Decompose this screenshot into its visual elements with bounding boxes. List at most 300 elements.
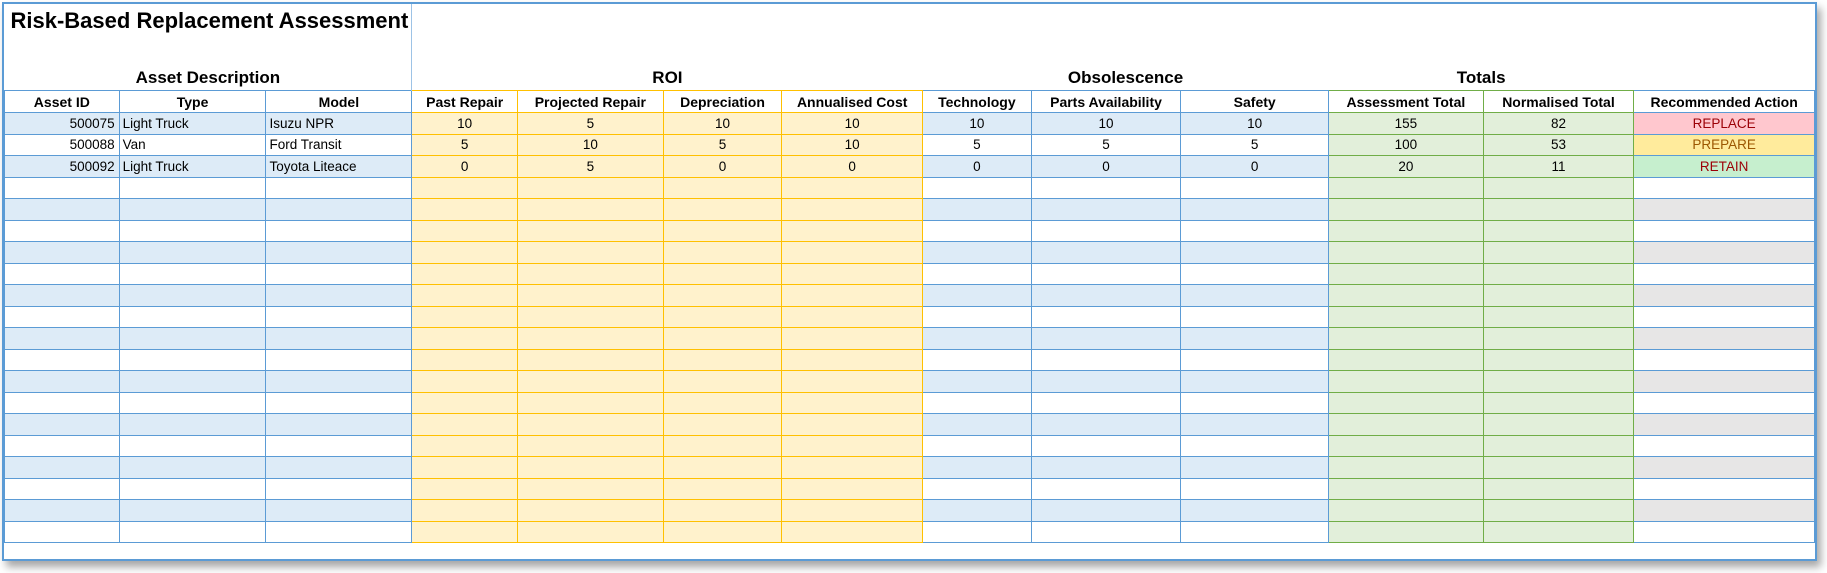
cell-type[interactable]: Light Truck — [119, 113, 266, 135]
cell-model[interactable] — [266, 521, 412, 543]
cell-model[interactable] — [266, 177, 412, 199]
cell-asset-id[interactable] — [5, 328, 120, 350]
cell-safety[interactable]: 5 — [1181, 134, 1329, 156]
cell-type[interactable] — [119, 242, 266, 264]
col-header-annualised-cost[interactable]: Annualised Cost — [782, 91, 923, 113]
cell-annualised-cost[interactable] — [782, 414, 923, 436]
cell-projected-repair[interactable] — [518, 285, 664, 307]
cell-past-repair[interactable] — [412, 435, 518, 457]
cell-depreciation[interactable]: 0 — [663, 156, 782, 178]
cell-projected-repair[interactable] — [518, 220, 664, 242]
cell-technology[interactable] — [923, 285, 1032, 307]
cell-model[interactable] — [266, 199, 412, 221]
cell-technology[interactable] — [923, 349, 1032, 371]
cell-asset-id[interactable]: 500092 — [5, 156, 120, 178]
cell-recommended-action[interactable] — [1634, 414, 1815, 436]
cell-projected-repair[interactable] — [518, 414, 664, 436]
cell-recommended-action[interactable] — [1634, 435, 1815, 457]
cell-recommended-action[interactable] — [1634, 242, 1815, 264]
cell-asset-id[interactable] — [5, 435, 120, 457]
cell-depreciation[interactable] — [663, 285, 782, 307]
cell-safety[interactable] — [1181, 328, 1329, 350]
group-spacer — [1634, 68, 1815, 91]
cell-parts-availability[interactable] — [1031, 435, 1181, 457]
cell-normalised-total[interactable] — [1483, 177, 1634, 199]
cell-type[interactable] — [119, 457, 266, 479]
cell-safety[interactable] — [1181, 349, 1329, 371]
cell-assessment-total[interactable] — [1329, 500, 1484, 522]
empty-row — [5, 328, 1815, 350]
cell-annualised-cost[interactable] — [782, 285, 923, 307]
cell-safety[interactable] — [1181, 414, 1329, 436]
table-row — [5, 113, 1815, 135]
cell-past-repair[interactable] — [412, 521, 518, 543]
group-obsolescence: Obsolescence — [1067, 68, 1184, 87]
empty-row — [5, 349, 1815, 371]
cell-past-repair[interactable] — [412, 478, 518, 500]
cell-safety[interactable] — [1181, 242, 1329, 264]
cell-past-repair[interactable] — [412, 328, 518, 350]
empty-row — [5, 435, 1815, 457]
cell-projected-repair[interactable] — [518, 306, 664, 328]
cell-projected-repair[interactable] — [518, 242, 664, 264]
cell-annualised-cost[interactable] — [782, 521, 923, 543]
cell-safety[interactable] — [1181, 478, 1329, 500]
cell-assessment-total[interactable]: 155 — [1329, 113, 1484, 135]
cell-annualised-cost[interactable] — [782, 306, 923, 328]
cell-normalised-total[interactable] — [1483, 306, 1634, 328]
cell-past-repair[interactable] — [412, 414, 518, 436]
cell-assessment-total[interactable] — [1329, 414, 1484, 436]
cell-projected-repair[interactable] — [518, 177, 664, 199]
cell-technology[interactable] — [923, 242, 1032, 264]
cell-safety[interactable] — [1181, 392, 1329, 414]
cell-parts-availability[interactable] — [1031, 457, 1181, 479]
cell-safety[interactable] — [1181, 177, 1329, 199]
col-header-model[interactable]: Model — [266, 91, 412, 113]
cell-recommended-action[interactable]: REPLACE — [1634, 113, 1815, 135]
cell-model[interactable] — [266, 478, 412, 500]
cell-model[interactable] — [266, 220, 412, 242]
cell-annualised-cost[interactable] — [782, 199, 923, 221]
cell-technology[interactable] — [923, 500, 1032, 522]
cell-parts-availability[interactable] — [1031, 349, 1181, 371]
cell-assessment-total[interactable] — [1329, 521, 1484, 543]
cell-parts-availability[interactable]: 10 — [1031, 113, 1181, 135]
col-header-recommended-action[interactable]: Recommended Action — [1634, 91, 1815, 113]
cell-normalised-total[interactable] — [1483, 328, 1634, 350]
cell-assessment-total[interactable] — [1329, 220, 1484, 242]
cell-recommended-action[interactable] — [1634, 392, 1815, 414]
cell-asset-id[interactable] — [5, 521, 120, 543]
cell-parts-availability[interactable] — [1031, 371, 1181, 393]
cell-recommended-action[interactable] — [1634, 349, 1815, 371]
cell-annualised-cost[interactable] — [782, 500, 923, 522]
cell-type[interactable] — [119, 371, 266, 393]
cell-technology[interactable] — [923, 414, 1032, 436]
cell-assessment-total[interactable] — [1329, 177, 1484, 199]
cell-annualised-cost[interactable] — [782, 478, 923, 500]
cell-technology[interactable] — [923, 177, 1032, 199]
cell-type[interactable] — [119, 478, 266, 500]
cell-safety[interactable] — [1181, 285, 1329, 307]
cell-annualised-cost[interactable] — [782, 177, 923, 199]
cell-normalised-total[interactable] — [1483, 285, 1634, 307]
cell-projected-repair[interactable] — [518, 199, 664, 221]
empty-row — [5, 263, 1815, 285]
col-header-assessment-total[interactable]: Assessment Total — [1329, 91, 1484, 113]
cell-assessment-total[interactable]: 100 — [1329, 134, 1484, 156]
cell-annualised-cost[interactable] — [782, 220, 923, 242]
cell-model[interactable] — [266, 263, 412, 285]
cell-past-repair[interactable] — [412, 500, 518, 522]
cell-model[interactable]: Ford Transit — [266, 134, 412, 156]
cell-projected-repair[interactable] — [518, 371, 664, 393]
cell-past-repair[interactable] — [412, 242, 518, 264]
cell-recommended-action[interactable] — [1634, 263, 1815, 285]
cell-normalised-total[interactable] — [1483, 500, 1634, 522]
cell-normalised-total[interactable]: 53 — [1483, 134, 1634, 156]
cell-model[interactable] — [266, 306, 412, 328]
cell-depreciation[interactable] — [663, 199, 782, 221]
cell-type[interactable] — [119, 414, 266, 436]
cell-annualised-cost[interactable] — [782, 457, 923, 479]
cell-normalised-total[interactable]: 82 — [1483, 113, 1634, 135]
cell-assessment-total[interactable] — [1329, 285, 1484, 307]
cell-projected-repair[interactable]: 5 — [518, 156, 664, 178]
empty-row — [5, 392, 1815, 414]
cell-projected-repair[interactable] — [518, 478, 664, 500]
cell-parts-availability[interactable]: 0 — [1031, 156, 1181, 178]
cell-past-repair[interactable] — [412, 263, 518, 285]
empty-row — [5, 177, 1815, 199]
cell-depreciation[interactable] — [663, 521, 782, 543]
cell-asset-id[interactable] — [5, 220, 120, 242]
cell-parts-availability[interactable] — [1031, 414, 1181, 436]
cell-normalised-total[interactable] — [1483, 242, 1634, 264]
cell-assessment-total[interactable] — [1329, 199, 1484, 221]
cell-normalised-total[interactable] — [1483, 263, 1634, 285]
group-roi: ROI — [652, 68, 683, 87]
cell-depreciation[interactable]: 10 — [663, 113, 782, 135]
cell-projected-repair[interactable] — [518, 349, 664, 371]
group-asset-description: Asset Description — [5, 68, 412, 91]
cell-type[interactable] — [119, 220, 266, 242]
cell-asset-id[interactable] — [5, 371, 120, 393]
table-row — [5, 134, 1815, 156]
cell-technology[interactable] — [923, 521, 1032, 543]
cell-technology[interactable] — [923, 392, 1032, 414]
cell-type[interactable]: Light Truck — [119, 156, 266, 178]
cell-parts-availability[interactable] — [1031, 392, 1181, 414]
spreadsheet — [2, 2, 1817, 561]
cell-normalised-total[interactable] — [1483, 371, 1634, 393]
cell-past-repair[interactable]: 10 — [412, 113, 518, 135]
cell-asset-id[interactable] — [5, 392, 120, 414]
cell-model[interactable]: Toyota Liteace — [266, 156, 412, 178]
cell-depreciation[interactable] — [663, 414, 782, 436]
cell-technology[interactable] — [923, 478, 1032, 500]
col-header-type[interactable]: Type — [119, 91, 266, 113]
cell-recommended-action[interactable] — [1634, 478, 1815, 500]
cell-annualised-cost[interactable] — [782, 349, 923, 371]
cell-safety[interactable] — [1181, 500, 1329, 522]
cell-past-repair[interactable] — [412, 306, 518, 328]
cell-type[interactable] — [119, 500, 266, 522]
cell-type[interactable] — [119, 199, 266, 221]
empty-row — [5, 521, 1815, 543]
cell-model[interactable] — [266, 500, 412, 522]
col-header-depreciation[interactable]: Depreciation — [663, 91, 782, 113]
cell-type[interactable] — [119, 285, 266, 307]
col-header-projected-repair[interactable]: Projected Repair — [518, 91, 664, 113]
cell-recommended-action[interactable] — [1634, 220, 1815, 242]
cell-model[interactable] — [266, 435, 412, 457]
cell-parts-availability[interactable] — [1031, 220, 1181, 242]
cell-parts-availability[interactable] — [1031, 328, 1181, 350]
cell-asset-id[interactable]: 500075 — [5, 113, 120, 135]
cell-type[interactable] — [119, 349, 266, 371]
cell-recommended-action[interactable] — [1634, 500, 1815, 522]
cell-model[interactable] — [266, 371, 412, 393]
cell-depreciation[interactable] — [663, 306, 782, 328]
cell-projected-repair[interactable] — [518, 392, 664, 414]
cell-assessment-total[interactable] — [1329, 457, 1484, 479]
cell-parts-availability[interactable] — [1031, 306, 1181, 328]
cell-parts-availability[interactable] — [1031, 177, 1181, 199]
cell-technology[interactable] — [923, 263, 1032, 285]
cell-assessment-total[interactable] — [1329, 328, 1484, 350]
cell-safety[interactable]: 10 — [1181, 113, 1329, 135]
title-spacer — [412, 4, 1815, 68]
cell-assessment-total[interactable] — [1329, 435, 1484, 457]
cell-parts-availability[interactable] — [1031, 285, 1181, 307]
cell-projected-repair[interactable] — [518, 263, 664, 285]
cell-parts-availability[interactable] — [1031, 521, 1181, 543]
cell-depreciation[interactable] — [663, 478, 782, 500]
cell-type[interactable] — [119, 263, 266, 285]
assessment-table — [4, 4, 1815, 543]
cell-model[interactable]: Isuzu NPR — [266, 113, 412, 135]
empty-row — [5, 199, 1815, 221]
cell-model[interactable] — [266, 242, 412, 264]
cell-technology[interactable]: 0 — [923, 156, 1032, 178]
cell-safety[interactable] — [1181, 521, 1329, 543]
cell-asset-id[interactable] — [5, 414, 120, 436]
cell-past-repair[interactable] — [412, 371, 518, 393]
cell-annualised-cost[interactable]: 0 — [782, 156, 923, 178]
cell-type[interactable]: Van — [119, 134, 266, 156]
cell-recommended-action[interactable] — [1634, 306, 1815, 328]
empty-row — [5, 242, 1815, 264]
cell-normalised-total[interactable] — [1483, 349, 1634, 371]
cell-asset-id[interactable] — [5, 349, 120, 371]
cell-safety[interactable] — [1181, 199, 1329, 221]
cell-projected-repair[interactable] — [518, 500, 664, 522]
cell-recommended-action[interactable] — [1634, 457, 1815, 479]
col-header-technology[interactable]: Technology — [923, 91, 1032, 113]
cell-safety[interactable] — [1181, 457, 1329, 479]
cell-recommended-action[interactable] — [1634, 199, 1815, 221]
cell-model[interactable] — [266, 457, 412, 479]
cell-projected-repair[interactable] — [518, 457, 664, 479]
col-header-past-repair[interactable]: Past Repair — [412, 91, 518, 113]
cell-technology[interactable] — [923, 371, 1032, 393]
cell-assessment-total[interactable]: 20 — [1329, 156, 1484, 178]
cell-assessment-total[interactable] — [1329, 371, 1484, 393]
cell-projected-repair[interactable] — [518, 328, 664, 350]
cell-depreciation[interactable] — [663, 177, 782, 199]
empty-row — [5, 500, 1815, 522]
cell-assessment-total[interactable] — [1329, 349, 1484, 371]
cell-recommended-action[interactable]: PREPARE — [1634, 134, 1815, 156]
cell-assessment-total[interactable] — [1329, 242, 1484, 264]
cell-recommended-action[interactable] — [1634, 285, 1815, 307]
cell-technology[interactable] — [923, 220, 1032, 242]
cell-depreciation[interactable] — [663, 220, 782, 242]
cell-parts-availability[interactable] — [1031, 478, 1181, 500]
cell-model[interactable] — [266, 285, 412, 307]
cell-past-repair[interactable]: 0 — [412, 156, 518, 178]
empty-row — [5, 306, 1815, 328]
cell-asset-id[interactable] — [5, 242, 120, 264]
col-header-parts-availability[interactable]: Parts Availability — [1031, 91, 1181, 113]
cell-technology[interactable] — [923, 435, 1032, 457]
cell-model[interactable] — [266, 414, 412, 436]
cell-depreciation[interactable]: 5 — [663, 134, 782, 156]
empty-row — [5, 371, 1815, 393]
cell-depreciation[interactable] — [663, 328, 782, 350]
cell-technology[interactable] — [923, 457, 1032, 479]
cell-safety[interactable] — [1181, 263, 1329, 285]
cell-recommended-action[interactable] — [1634, 371, 1815, 393]
cell-assessment-total[interactable] — [1329, 306, 1484, 328]
cell-projected-repair[interactable] — [518, 435, 664, 457]
cell-type[interactable] — [119, 328, 266, 350]
cell-parts-availability[interactable] — [1031, 242, 1181, 264]
cell-parts-availability[interactable] — [1031, 199, 1181, 221]
cell-model[interactable] — [266, 328, 412, 350]
cell-type[interactable] — [119, 306, 266, 328]
cell-normalised-total[interactable] — [1483, 457, 1634, 479]
group-totals: Totals — [1456, 68, 1506, 87]
col-header-asset-id[interactable]: Asset ID — [5, 91, 120, 113]
table-row — [5, 156, 1815, 178]
cell-recommended-action[interactable]: RETAIN — [1634, 156, 1815, 178]
empty-row — [5, 285, 1815, 307]
cell-past-repair[interactable] — [412, 285, 518, 307]
cell-normalised-total[interactable] — [1483, 414, 1634, 436]
cell-safety[interactable] — [1181, 306, 1329, 328]
cell-asset-id[interactable] — [5, 478, 120, 500]
cell-depreciation[interactable] — [663, 500, 782, 522]
cell-past-repair[interactable] — [412, 220, 518, 242]
cell-asset-id[interactable] — [5, 500, 120, 522]
cell-annualised-cost[interactable]: 10 — [782, 134, 923, 156]
cell-projected-repair[interactable] — [518, 521, 664, 543]
cell-depreciation[interactable] — [663, 392, 782, 414]
cell-past-repair[interactable] — [412, 392, 518, 414]
cell-asset-id[interactable] — [5, 263, 120, 285]
cell-projected-repair[interactable]: 5 — [518, 113, 664, 135]
cell-technology[interactable] — [923, 199, 1032, 221]
cell-annualised-cost[interactable] — [782, 392, 923, 414]
cell-technology[interactable]: 10 — [923, 113, 1032, 135]
cell-recommended-action[interactable] — [1634, 328, 1815, 350]
cell-depreciation[interactable] — [663, 435, 782, 457]
cell-safety[interactable]: 0 — [1181, 156, 1329, 178]
cell-annualised-cost[interactable] — [782, 263, 923, 285]
cell-type[interactable] — [119, 435, 266, 457]
cell-type[interactable] — [119, 521, 266, 543]
cell-parts-availability[interactable] — [1031, 263, 1181, 285]
col-header-safety[interactable]: Safety — [1181, 91, 1329, 113]
cell-depreciation[interactable] — [663, 371, 782, 393]
cell-annualised-cost[interactable] — [782, 242, 923, 264]
cell-recommended-action[interactable] — [1634, 177, 1815, 199]
empty-row — [5, 457, 1815, 479]
cell-asset-id[interactable] — [5, 199, 120, 221]
cell-safety[interactable] — [1181, 435, 1329, 457]
cell-type[interactable] — [119, 177, 266, 199]
cell-past-repair[interactable] — [412, 349, 518, 371]
cell-normalised-total[interactable] — [1483, 220, 1634, 242]
cell-annualised-cost[interactable] — [782, 328, 923, 350]
cell-past-repair[interactable] — [412, 177, 518, 199]
cell-depreciation[interactable] — [663, 349, 782, 371]
cell-normalised-total[interactable]: 11 — [1483, 156, 1634, 178]
cell-asset-id[interactable] — [5, 457, 120, 479]
cell-technology[interactable] — [923, 306, 1032, 328]
cell-annualised-cost[interactable] — [782, 435, 923, 457]
cell-asset-id[interactable] — [5, 285, 120, 307]
sheet-title: Risk-Based Replacement Assessment — [5, 4, 412, 68]
cell-normalised-total[interactable] — [1483, 435, 1634, 457]
cell-annualised-cost[interactable] — [782, 371, 923, 393]
cell-asset-id[interactable] — [5, 177, 120, 199]
cell-parts-availability[interactable] — [1031, 500, 1181, 522]
cell-technology[interactable] — [923, 328, 1032, 350]
cell-assessment-total[interactable] — [1329, 478, 1484, 500]
empty-row — [5, 414, 1815, 436]
cell-asset-id[interactable]: 500088 — [5, 134, 120, 156]
cell-safety[interactable] — [1181, 220, 1329, 242]
cell-safety[interactable] — [1181, 371, 1329, 393]
cell-normalised-total[interactable] — [1483, 199, 1634, 221]
cell-asset-id[interactable] — [5, 306, 120, 328]
cell-recommended-action[interactable] — [1634, 521, 1815, 543]
cell-model[interactable] — [266, 392, 412, 414]
cell-past-repair[interactable]: 5 — [412, 134, 518, 156]
cell-type[interactable] — [119, 392, 266, 414]
cell-normalised-total[interactable] — [1483, 521, 1634, 543]
col-header-normalised-total[interactable]: Normalised Total — [1483, 91, 1634, 113]
cell-projected-repair[interactable]: 10 — [518, 134, 664, 156]
cell-depreciation[interactable] — [663, 457, 782, 479]
cell-depreciation[interactable] — [663, 242, 782, 264]
cell-past-repair[interactable] — [412, 199, 518, 221]
cell-model[interactable] — [266, 349, 412, 371]
cell-depreciation[interactable] — [663, 263, 782, 285]
cell-parts-availability[interactable]: 5 — [1031, 134, 1181, 156]
cell-assessment-total[interactable] — [1329, 392, 1484, 414]
cell-normalised-total[interactable] — [1483, 478, 1634, 500]
cell-annualised-cost[interactable]: 10 — [782, 113, 923, 135]
cell-normalised-total[interactable] — [1483, 392, 1634, 414]
cell-technology[interactable]: 5 — [923, 134, 1032, 156]
cell-assessment-total[interactable] — [1329, 263, 1484, 285]
cell-past-repair[interactable] — [412, 457, 518, 479]
